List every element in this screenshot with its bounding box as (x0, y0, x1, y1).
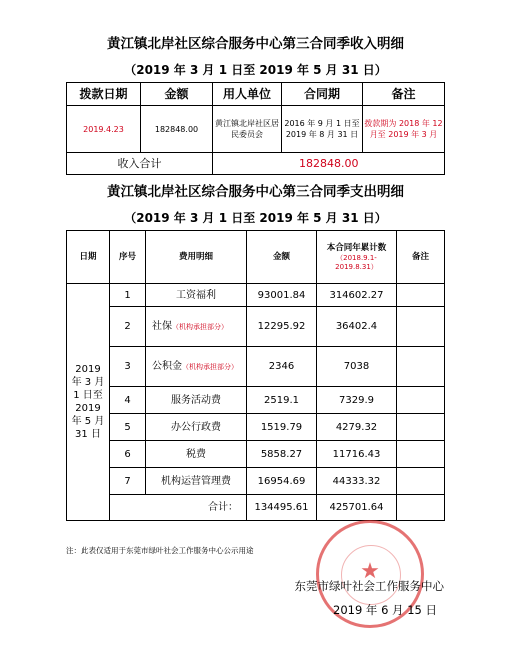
expense-header-item: 费用明细 (146, 231, 247, 284)
income-period: （2019 年 3 月 1 日至 2019 年 5 月 31 日） (124, 63, 387, 77)
income-contract: 2016 年 9 月 1 日至 2019 年 8 月 31 日 (282, 106, 363, 153)
expense-period: （2019 年 3 月 1 日至 2019 年 5 月 31 日） (124, 211, 387, 225)
row-item: 办公行政费 (146, 414, 247, 441)
income-remark: 拨款期为 2018 年 12 月至 2019 年 3 月 (363, 106, 445, 153)
table-row (67, 387, 445, 414)
income-header-remark: 备注 (363, 83, 445, 106)
expense-total-label: 合计： (110, 495, 247, 521)
row-cumulative: 4279.32 (317, 414, 397, 441)
item-note: （机构承担部分） (182, 362, 238, 371)
row-no: 4 (110, 387, 146, 414)
row-amount: 93001.84 (247, 284, 317, 307)
seal-star-icon: ★ (360, 559, 380, 584)
expense-header-date: 日期 (67, 231, 110, 284)
row-remark (397, 387, 445, 414)
expense-total-amount: 134495.61 (247, 495, 317, 521)
income-header-employer: 用人单位 (213, 83, 282, 106)
row-remark (397, 307, 445, 347)
row-cumulative: 36402.4 (317, 307, 397, 347)
expense-header-amount: 金额 (247, 231, 317, 284)
income-header-contract: 合同期 (282, 83, 363, 106)
footnote: 注：此表仅适用于东莞市绿叶社会工作服务中心公示用途 (66, 546, 254, 555)
row-remark (397, 347, 445, 387)
row-item: 税费 (146, 441, 247, 468)
income-total-value: 182848.00 (213, 153, 445, 175)
expense-date-span: 2019 年 3 月 1 日至 2019 年 5 月 31 日 (67, 284, 110, 521)
cumulative-range: （2018.9.1-2019.8.31） (335, 253, 378, 271)
row-item: 工资福利 (146, 284, 247, 307)
income-title: 黄江镇北岸社区综合服务中心第三合同季收入明细 (107, 36, 404, 52)
row-item: 服务活动费 (146, 387, 247, 414)
table-row (67, 468, 445, 495)
row-remark (397, 468, 445, 495)
row-cumulative: 7329.9 (317, 387, 397, 414)
table-row (67, 347, 445, 387)
signature-date: 2019 年 6 月 15 日 (333, 603, 437, 617)
row-amount: 1519.79 (247, 414, 317, 441)
income-date: 2019.4.23 (67, 106, 141, 153)
expense-header-remark: 备注 (397, 231, 445, 284)
row-item (146, 307, 247, 347)
item-label: 社保 (152, 320, 172, 332)
table-row (67, 307, 445, 347)
row-remark (397, 414, 445, 441)
row-cumulative: 314602.27 (317, 284, 397, 307)
row-amount: 16954.69 (247, 468, 317, 495)
expense-table (66, 230, 445, 521)
expense-total-row (67, 495, 445, 521)
row-amount: 2519.1 (247, 387, 317, 414)
table-row (67, 414, 445, 441)
row-cumulative: 11716.43 (317, 441, 397, 468)
income-header-amount: 金额 (141, 83, 213, 106)
expense-header-cumulative (317, 231, 397, 284)
item-label: 公积金 (152, 360, 182, 372)
table-row (67, 441, 445, 468)
expense-total-cumulative: 425701.64 (317, 495, 397, 521)
organization-name: 东莞市绿叶社会工作服务中心 (294, 579, 444, 593)
income-employer: 黄江镇北岸社区居民委员会 (213, 106, 282, 153)
table-row (67, 284, 445, 307)
row-cumulative: 44333.32 (317, 468, 397, 495)
row-no: 7 (110, 468, 146, 495)
row-remark (397, 495, 445, 521)
row-amount: 12295.92 (247, 307, 317, 347)
row-remark (397, 284, 445, 307)
row-no: 3 (110, 347, 146, 387)
row-no: 1 (110, 284, 146, 307)
row-remark (397, 441, 445, 468)
row-cumulative: 7038 (317, 347, 397, 387)
expense-title: 黄江镇北岸社区综合服务中心第三合同季支出明细 (107, 184, 404, 200)
row-no: 5 (110, 414, 146, 441)
income-header-date: 拨款日期 (67, 83, 141, 106)
item-note: （机构承担部分） (172, 322, 228, 331)
cumulative-label: 本合同年累计数 (326, 242, 387, 253)
row-item (146, 347, 247, 387)
row-no: 2 (110, 307, 146, 347)
income-amount: 182848.00 (141, 106, 213, 153)
expense-header-no: 序号 (110, 231, 146, 284)
row-amount: 2346 (247, 347, 317, 387)
row-no: 6 (110, 441, 146, 468)
income-total-label: 收入合计 (67, 153, 213, 175)
row-amount: 5858.27 (247, 441, 317, 468)
income-table (66, 82, 445, 175)
row-item: 机构运营管理费 (146, 468, 247, 495)
